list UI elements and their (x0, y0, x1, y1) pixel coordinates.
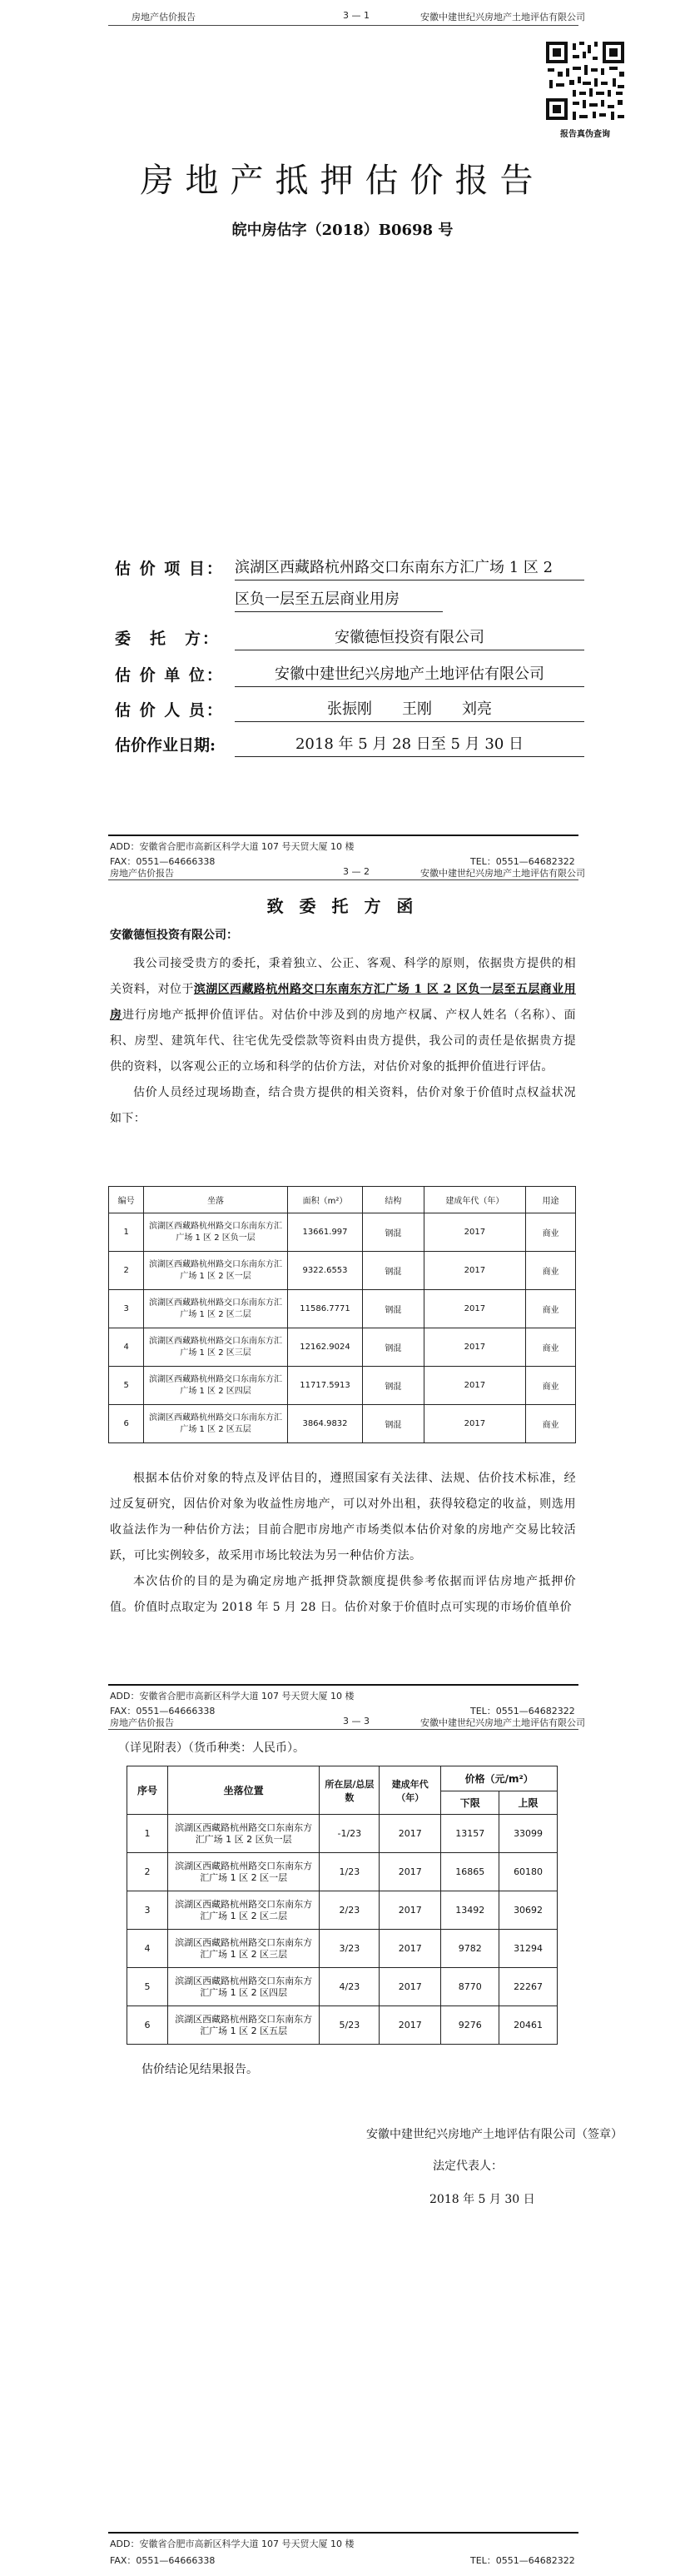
cell-location: 滨湖区西藏路杭州路交口东南东方汇广场 1 区 2 区一层 (144, 1252, 288, 1290)
col-header: 面积（m²） (287, 1187, 362, 1213)
property-table (108, 1186, 576, 1443)
cell-floor: 1/23 (320, 1853, 380, 1891)
qr-code-icon[interactable] (544, 40, 626, 122)
cell-location: 滨湖区西藏路杭州路交口东南东方汇广场 1 区 2 区二层 (144, 1290, 288, 1328)
project-label: 估 价 项 目： (115, 560, 224, 578)
col-header: 坐落 (144, 1187, 288, 1213)
col-header: 价格（元/m²） (441, 1766, 558, 1791)
cell-price-high: 22267 (499, 1968, 558, 2006)
property-table-header (109, 1187, 576, 1213)
cell-price-low: 9276 (441, 2006, 499, 2045)
cell-year: 2017 (424, 1328, 526, 1367)
cell-year: 2017 (380, 1930, 441, 1968)
cell-area: 9322.6553 (287, 1252, 362, 1290)
cell-structure: 钢混 (363, 1328, 424, 1367)
cell-price-low: 13157 (441, 1815, 499, 1853)
conclusion-note: 估价结论见结果报告。 (141, 2063, 258, 2076)
footer-tel: TEL：0551—64682322 (470, 2555, 575, 2566)
page-header-left: 房地产估价报告 (132, 12, 196, 22)
report-number: 皖中房估字（2018）B0698 号 (231, 222, 454, 239)
table-row (109, 1290, 576, 1328)
cell-no: 6 (127, 2006, 168, 2045)
cell-no: 4 (109, 1328, 144, 1367)
footer-address: ADD：安徽省合肥市高新区科学大道 107 号天贸大厦 10 楼 (110, 841, 355, 852)
page-number: 3 — 1 (343, 10, 370, 21)
letter-body-part1 (110, 951, 576, 1132)
cell-floor: 3/23 (320, 1930, 380, 1968)
cell-price-high: 33099 (499, 1815, 558, 1853)
table-row (109, 1367, 576, 1405)
qr-caption: 报告真伪查询 (560, 130, 610, 139)
cell-no: 6 (109, 1405, 144, 1443)
cell-floor: -1/23 (320, 1815, 380, 1853)
cell-use: 商业 (526, 1290, 576, 1328)
report-title: 房地产抵押估价报告 (140, 162, 545, 200)
footer-address: ADD：安徽省合肥市高新区科学大道 107 号天贸大厦 10 楼 (110, 2539, 355, 2549)
col-header: 所在层/总层数 (320, 1766, 380, 1815)
table-row (127, 1968, 558, 2006)
cell-structure: 钢混 (363, 1290, 424, 1328)
cell-location: 滨湖区西藏路杭州路交口东南东方汇广场 1 区 2 区五层 (144, 1405, 288, 1443)
date-label: 估价作业日期: (115, 736, 216, 755)
cell-floor: 5/23 (320, 2006, 380, 2045)
cell-no: 5 (127, 1968, 168, 2006)
cell-price-high: 31294 (499, 1930, 558, 1968)
page-header-company: 安徽中建世纪兴房地产土地评估有限公司 (420, 12, 585, 22)
cell-location: 滨湖区西藏路杭州路交口东南东方汇广场 1 区 2 区四层 (167, 1968, 319, 2006)
col-header: 坐落位置 (167, 1766, 319, 1815)
cell-price-low: 8770 (441, 1968, 499, 2006)
page-header-left: 房地产估价报告 (110, 868, 174, 879)
table-row (127, 2006, 558, 2045)
cell-price-high: 30692 (499, 1891, 558, 1930)
cell-structure: 钢混 (363, 1252, 424, 1290)
cell-price-low: 9782 (441, 1930, 499, 1968)
cell-use: 商业 (526, 1252, 576, 1290)
col-header: 结构 (363, 1187, 424, 1213)
table-row (109, 1405, 576, 1443)
header-rule (108, 25, 578, 26)
cell-location: 滨湖区西藏路杭州路交口东南东方汇广场 1 区 2 区二层 (167, 1891, 319, 1930)
cell-use: 商业 (526, 1405, 576, 1443)
cell-year: 2017 (424, 1367, 526, 1405)
cell-year: 2017 (380, 2006, 441, 2045)
cell-no: 5 (109, 1367, 144, 1405)
table-row (127, 1853, 558, 1891)
footer-tel: TEL：0551—64682322 (470, 856, 575, 867)
price-table-header (127, 1766, 558, 1791)
table-row (109, 1213, 576, 1252)
project-value-line2: 区负一层至五层商业用房 (235, 588, 443, 612)
cell-location: 滨湖区西藏路杭州路交口东南东方汇广场 1 区 2 区负一层 (144, 1213, 288, 1252)
footer-fax: FAX：0551—64666338 (110, 2555, 216, 2566)
cell-location: 滨湖区西藏路杭州路交口东南东方汇广场 1 区 2 区三层 (167, 1930, 319, 1968)
signature-company: 安徽中建世纪兴房地产土地评估有限公司（签章） (366, 2128, 623, 2141)
letter-body-part2 (110, 1466, 576, 1621)
staff-value: 张振刚 王刚 刘亮 (235, 698, 584, 722)
client-value: 安徽德恒投资有限公司 (235, 626, 584, 650)
appraiser-value: 安徽中建世纪兴房地产土地评估有限公司 (235, 663, 584, 687)
staff-label: 估 价 人 员： (115, 701, 224, 720)
col-header: 建成年代（年） (424, 1187, 526, 1213)
header-rule (108, 1729, 578, 1730)
footer-tel: TEL：0551—64682322 (470, 1706, 575, 1717)
cell-area: 13661.997 (287, 1213, 362, 1252)
cell-use: 商业 (526, 1213, 576, 1252)
cell-structure: 钢混 (363, 1367, 424, 1405)
cell-no: 3 (127, 1891, 168, 1930)
table-row (127, 1930, 558, 1968)
letter-addressee: 安徽德恒投资有限公司： (110, 929, 238, 942)
table-row (109, 1252, 576, 1290)
letter-p4: 本次估价的目的是为确定房地产抵押贷款额度提供参考依据而评估房地产抵押价值。价值时点取定为 2018 年 5 月 28 日。估价对象于价值时点可实现的市场价值单价 (110, 1575, 576, 1614)
col-header: 建成年代（年） (380, 1766, 441, 1815)
project-value-line1: 滨湖区西藏路杭州路交口东南东方汇广场 1 区 2 (235, 556, 584, 580)
cell-no: 1 (127, 1815, 168, 1853)
cell-year: 2017 (380, 1853, 441, 1891)
letter-p1a: 我公司接受贵方的委托，秉着独立、公正、客观、科学的原则，依据贵方提供的相关资料，对位于 (110, 957, 576, 996)
cell-floor: 4/23 (320, 1968, 380, 2006)
footer-rule (108, 1684, 578, 1686)
table-row (109, 1328, 576, 1367)
appraiser-label: 估 价 单 位： (115, 666, 224, 685)
cell-year: 2017 (424, 1405, 526, 1443)
table-row (127, 1815, 558, 1853)
cell-floor: 2/23 (320, 1891, 380, 1930)
cell-no: 4 (127, 1930, 168, 1968)
cell-area: 11586.7771 (287, 1290, 362, 1328)
page-number: 3 — 3 (343, 1716, 370, 1726)
footer-rule (108, 835, 578, 836)
header-rule (108, 879, 578, 880)
cell-use: 商业 (526, 1367, 576, 1405)
letter-continued: （详见附表）（货币种类：人民币）。 (118, 1741, 305, 1755)
date-value: 2018 年 5 月 28 日至 5 月 30 日 (235, 733, 584, 757)
cell-area: 11717.5913 (287, 1367, 362, 1405)
footer-rule (108, 2532, 578, 2534)
cell-no: 1 (109, 1213, 144, 1252)
letter-title: 致 委 托 方 函 (266, 896, 419, 916)
cell-location: 滨湖区西藏路杭州路交口东南东方汇广场 1 区 2 区五层 (167, 2006, 319, 2045)
page-number: 3 — 2 (343, 866, 370, 877)
letter-p2: 估价人员经过现场勘查，结合贵方提供的相关资料，估价对象于价值时点权益状况如下： (110, 1086, 576, 1125)
page-header-left: 房地产估价报告 (110, 1717, 174, 1728)
cell-price-high: 60180 (499, 1853, 558, 1891)
col-header: 上限 (499, 1791, 558, 1815)
price-table (127, 1766, 558, 2045)
table-row (127, 1891, 558, 1930)
cell-year: 2017 (380, 1891, 441, 1930)
signature-date: 2018 年 5 月 30 日 (429, 2193, 535, 2206)
page-header-company: 安徽中建世纪兴房地产土地评估有限公司 (420, 1717, 585, 1728)
cell-year: 2017 (380, 1968, 441, 2006)
cell-use: 商业 (526, 1328, 576, 1367)
footer-address: ADD：安徽省合肥市高新区科学大道 107 号天贸大厦 10 楼 (110, 1691, 355, 1702)
cell-location: 滨湖区西藏路杭州路交口东南东方汇广场 1 区 2 区负一层 (167, 1815, 319, 1853)
letter-p3: 根据本估价对象的特点及评估目的，遵照国家有关法律、法规、估价技术标准，经过反复研究，因估价对象为收益性房地产，可以对外出租，获得较稳定的收益，则选用收益法作为一种估价方法；目前合肥市房地产市场类似本估价对象的房地产交易比较活跃，可比实例较多，故采用市场比较法为另一种估价方法。 (110, 1472, 576, 1562)
cell-year: 2017 (380, 1815, 441, 1853)
cell-no: 2 (127, 1853, 168, 1891)
client-label: 委 托 方： (115, 630, 221, 648)
letter-p1-subject: 滨湖区西藏路杭州路交口东南东方汇广场 1 区 2 区负一层至五层商业用房 (110, 983, 576, 1022)
cell-no: 2 (109, 1252, 144, 1290)
page-header-company: 安徽中建世纪兴房地产土地评估有限公司 (420, 868, 585, 879)
cell-structure: 钢混 (363, 1405, 424, 1443)
cell-location: 滨湖区西藏路杭州路交口东南东方汇广场 1 区 2 区一层 (167, 1853, 319, 1891)
letter-p1b: 进行房地产抵押价值评估。对估价中涉及到的房地产权属、产权人姓名（名称）、面积、房型、建筑年代、往宅优先受偿款等资料由贵方提供，我公司的责任是依据贵方提供的资料，以客观公正的立场和科学的估价方法，对估价对象的抵押价值进行评估。 (110, 1009, 576, 1074)
footer-fax: FAX：0551—64666338 (110, 1706, 216, 1717)
cell-price-low: 16865 (441, 1853, 499, 1891)
signature-representative: 法定代表人： (433, 2160, 503, 2173)
col-header: 序号 (127, 1766, 168, 1815)
cell-location: 滨湖区西藏路杭州路交口东南东方汇广场 1 区 2 区四层 (144, 1367, 288, 1405)
col-header: 下限 (441, 1791, 499, 1815)
cell-location: 滨湖区西藏路杭州路交口东南东方汇广场 1 区 2 区三层 (144, 1328, 288, 1367)
col-header: 用途 (526, 1187, 576, 1213)
cell-no: 3 (109, 1290, 144, 1328)
cell-year: 2017 (424, 1213, 526, 1252)
cell-area: 3864.9832 (287, 1405, 362, 1443)
cell-price-low: 13492 (441, 1891, 499, 1930)
cell-year: 2017 (424, 1252, 526, 1290)
cell-area: 12162.9024 (287, 1328, 362, 1367)
cell-structure: 钢混 (363, 1213, 424, 1252)
col-header: 编号 (109, 1187, 144, 1213)
cell-price-high: 20461 (499, 2006, 558, 2045)
footer-fax: FAX：0551—64666338 (110, 856, 216, 867)
cell-year: 2017 (424, 1290, 526, 1328)
